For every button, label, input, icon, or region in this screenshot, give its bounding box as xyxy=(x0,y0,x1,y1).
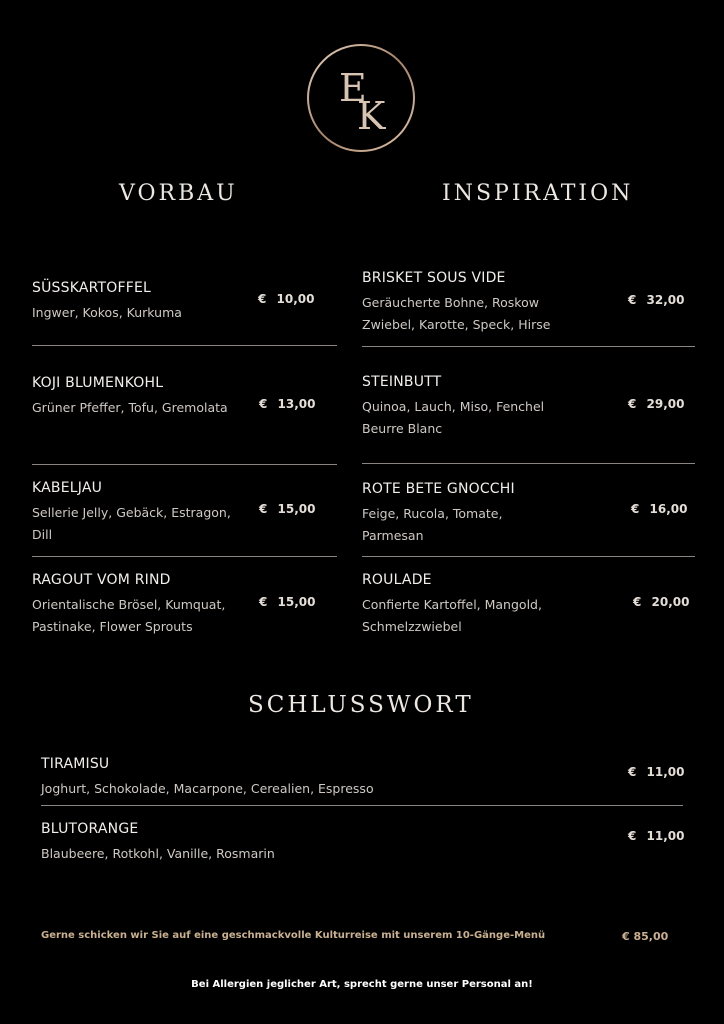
dish-description: Sellerie Jelly, Gebäck, Estragon, Dill xyxy=(32,505,231,542)
dish-description: Geräucherte Bohne, Roskow Zwiebel, Karotte, Speck, Hirse xyxy=(362,295,551,332)
dish-name: BLUTORANGE xyxy=(41,821,139,837)
dish-description: Joghurt, Schokolade, Macarpone, Cerealien, Espresso xyxy=(41,781,374,796)
dish-name: ROTE BETE GNOCCHI xyxy=(362,481,515,497)
dish-name: SÜSSKARTOFFEL xyxy=(32,280,152,296)
divider xyxy=(32,556,337,557)
divider xyxy=(32,345,337,346)
restaurant-logo xyxy=(306,43,416,153)
dish-price: € 11,00 xyxy=(628,829,685,843)
tasting-menu-note: Gerne schicken wir Sie auf eine geschmackvolle Kulturreise mit unserem 10-Gänge-Menü xyxy=(41,930,546,941)
divider xyxy=(362,463,695,464)
divider xyxy=(362,556,695,557)
menu-item xyxy=(41,756,501,800)
dish-price: € 13,00 xyxy=(259,397,316,411)
dish-name: KABELJAU xyxy=(32,480,103,496)
divider xyxy=(362,346,695,347)
dish-price: € 15,00 xyxy=(259,502,316,516)
dish-description: Grüner Pfeffer, Tofu, Gremolata xyxy=(32,400,228,415)
dish-name: ROULADE xyxy=(362,572,432,588)
dish-description: Blaubeere, Rotkohl, Vanille, Rosmarin xyxy=(41,846,275,861)
section-title-vorbau: VORBAU xyxy=(119,181,238,206)
menu-item xyxy=(362,572,577,638)
dish-name: RAGOUT VOM RIND xyxy=(32,572,171,588)
dish-price: € 16,00 xyxy=(631,502,688,516)
dish-description: Confierte Kartoffel, Mangold, Schmelzzwiebel xyxy=(362,597,542,634)
divider xyxy=(41,805,683,806)
dish-name: KOJI BLUMENKOHL xyxy=(32,375,164,391)
svg-text:E: E xyxy=(339,66,367,110)
menu-item xyxy=(32,280,247,324)
dish-price: € 32,00 xyxy=(628,293,685,307)
dish-price: € 10,00 xyxy=(258,292,315,306)
menu-item xyxy=(362,374,577,440)
allergy-note: Bei Allergien jeglicher Art, sprecht gerne unser Personal an! xyxy=(191,979,533,990)
dish-name: STEINBUTT xyxy=(362,374,442,390)
menu-item xyxy=(32,572,254,638)
menu-item xyxy=(362,481,532,547)
menu-item xyxy=(41,821,501,865)
dish-description: Orientalische Brösel, Kumquat, Pastinake, Flower Sprouts xyxy=(32,597,226,634)
dish-price: € 15,00 xyxy=(259,595,316,609)
menu-item xyxy=(362,270,577,336)
dish-name: TIRAMISU xyxy=(41,756,110,772)
dish-name: BRISKET SOUS VIDE xyxy=(362,270,506,286)
menu-item xyxy=(32,375,247,419)
section-title-inspiration: INSPIRATION xyxy=(442,181,634,206)
menu-item xyxy=(32,480,254,546)
tasting-menu-price: € 85,00 xyxy=(622,930,669,943)
dish-description: Feige, Rucola, Tomate, Parmesan xyxy=(362,506,503,543)
dish-price: € 20,00 xyxy=(633,595,690,609)
dish-description: Quinoa, Lauch, Miso, Fenchel Beurre Blanc xyxy=(362,399,545,436)
svg-text:K: K xyxy=(357,94,386,138)
dish-price: € 11,00 xyxy=(628,765,685,779)
dish-description: Ingwer, Kokos, Kurkuma xyxy=(32,305,182,320)
section-title-schlusswort: SCHLUSSWORT xyxy=(248,692,474,718)
divider xyxy=(32,464,337,465)
dish-price: € 29,00 xyxy=(628,397,685,411)
